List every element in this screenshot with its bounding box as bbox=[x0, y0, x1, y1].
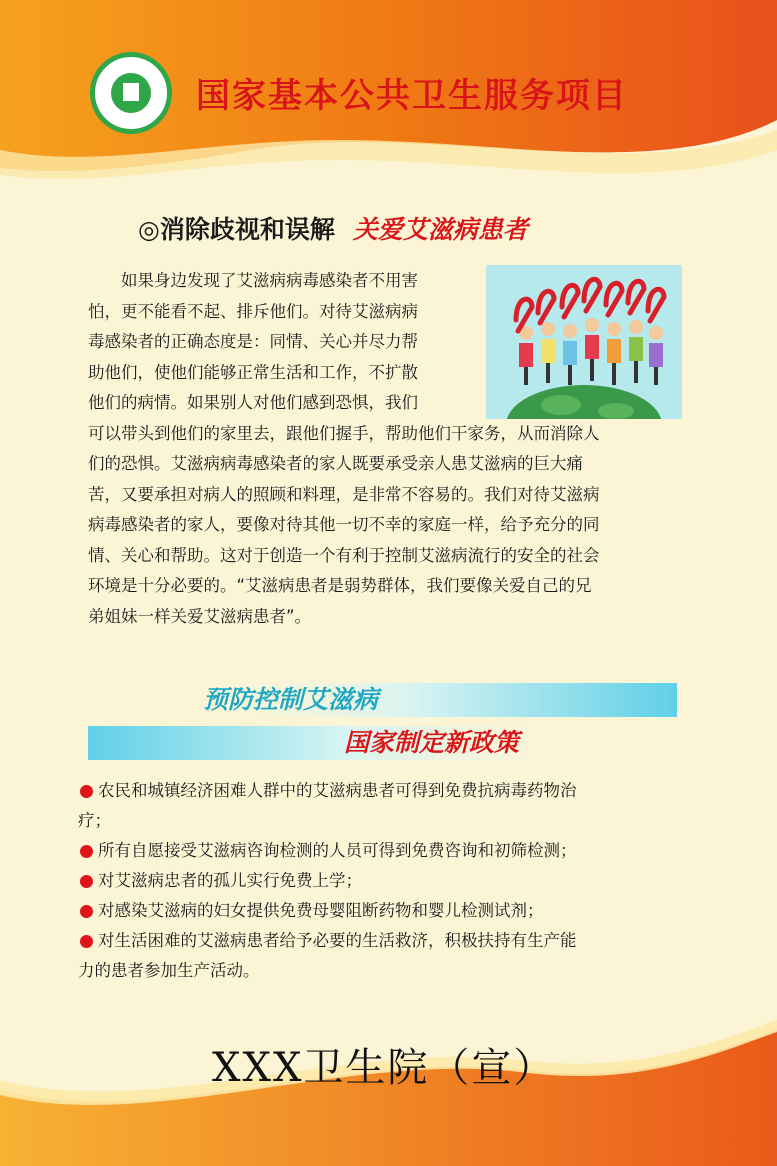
list-item-text: 对感染艾滋病的妇女提供免费母婴阻断药物和婴儿检测试剂； bbox=[98, 901, 544, 920]
list-item bbox=[78, 926, 718, 986]
bullet-dot-icon bbox=[80, 845, 93, 858]
text-line: 弟姐妹一样关爱艾滋病患者”。 bbox=[88, 606, 312, 626]
policy-list bbox=[78, 776, 718, 986]
list-item-text: 所有自愿接受艾滋病咨询检测的人员可得到免费咨询和初筛检测； bbox=[98, 841, 577, 860]
list-item-text: 对艾滋病忠者的孤儿实行免费上学； bbox=[98, 871, 362, 890]
text-line: 他们的病情。如果别人对他们感到恐惧，我们 bbox=[88, 393, 418, 412]
text-line: 情、关心和帮助。这对于创造一个有利于控制艾滋病流行的安全的社会 bbox=[88, 545, 600, 565]
text-line: 们的恐惧。艾滋病病毒感染者的家人既要承受亲人患艾滋病的巨大痛 bbox=[88, 454, 583, 473]
banner-new-policy-text: 国家制定新政策 bbox=[344, 728, 520, 757]
publisher-signature: XXX卫生院（宣） bbox=[212, 1045, 556, 1091]
list-item bbox=[78, 776, 718, 836]
house-icon bbox=[111, 73, 151, 113]
text-line: 如果身边发现了艾滋病病毒感染者不用害 bbox=[121, 271, 418, 290]
list-item bbox=[78, 896, 718, 926]
bullet-dot-icon bbox=[80, 905, 93, 918]
list-item-text: 疗； bbox=[78, 811, 111, 830]
list-item bbox=[78, 866, 718, 896]
health-service-logo bbox=[90, 52, 172, 134]
list-item-text: 农民和城镇经济困难人群中的艾滋病患者可得到免费抗病毒药物治 bbox=[98, 781, 577, 800]
text-line: 怕，更不能看不起、排斥他们。对待艾滋病病 bbox=[88, 301, 418, 321]
bullet-dot-icon bbox=[80, 935, 93, 948]
bullet-dot-icon bbox=[80, 875, 93, 888]
text-line: 毒感染者的正确态度是：同情、关心并尽力帮 bbox=[88, 332, 418, 351]
section-heading bbox=[138, 210, 528, 246]
list-item bbox=[78, 836, 718, 866]
text-line: 可以带头到他们的家里去，跟他们握手，帮助他们干家务，从而消除人 bbox=[88, 423, 600, 443]
banner-prevent-control-text: 预防控制艾滋病 bbox=[203, 685, 379, 714]
bullet-dot-icon bbox=[80, 785, 93, 798]
banner-prevent-control bbox=[191, 683, 677, 717]
text-line: 病毒感染者的家人，要像对待其他一切不幸的家庭一样，给予充分的同 bbox=[88, 515, 600, 534]
heading-left: ◎消除歧视和误解 bbox=[138, 215, 335, 244]
text-line: 助他们，使他们能够正常生活和工作，不扩散 bbox=[88, 362, 418, 382]
text-line: 环境是十分必要的。“艾滋病患者是弱势群体，我们要像关爱自己的兄 bbox=[88, 576, 592, 595]
red-ribbon-people-illustration bbox=[486, 265, 682, 419]
list-item-text: 对生活困难的艾滋病患者给予必要的生活救济，积极扶持有生产能 bbox=[98, 931, 577, 950]
list-item-text: 力的患者参加生产活动。 bbox=[78, 961, 260, 980]
text-line: 苦，又要承担对病人的照顾和料理，是非常不容易的。我们对待艾滋病 bbox=[88, 484, 600, 504]
heading-right: 关爱艾滋病患者 bbox=[352, 215, 528, 244]
banner-new-policy bbox=[88, 726, 608, 760]
page-title: 国家基本公共卫生服务项目 bbox=[196, 76, 628, 116]
